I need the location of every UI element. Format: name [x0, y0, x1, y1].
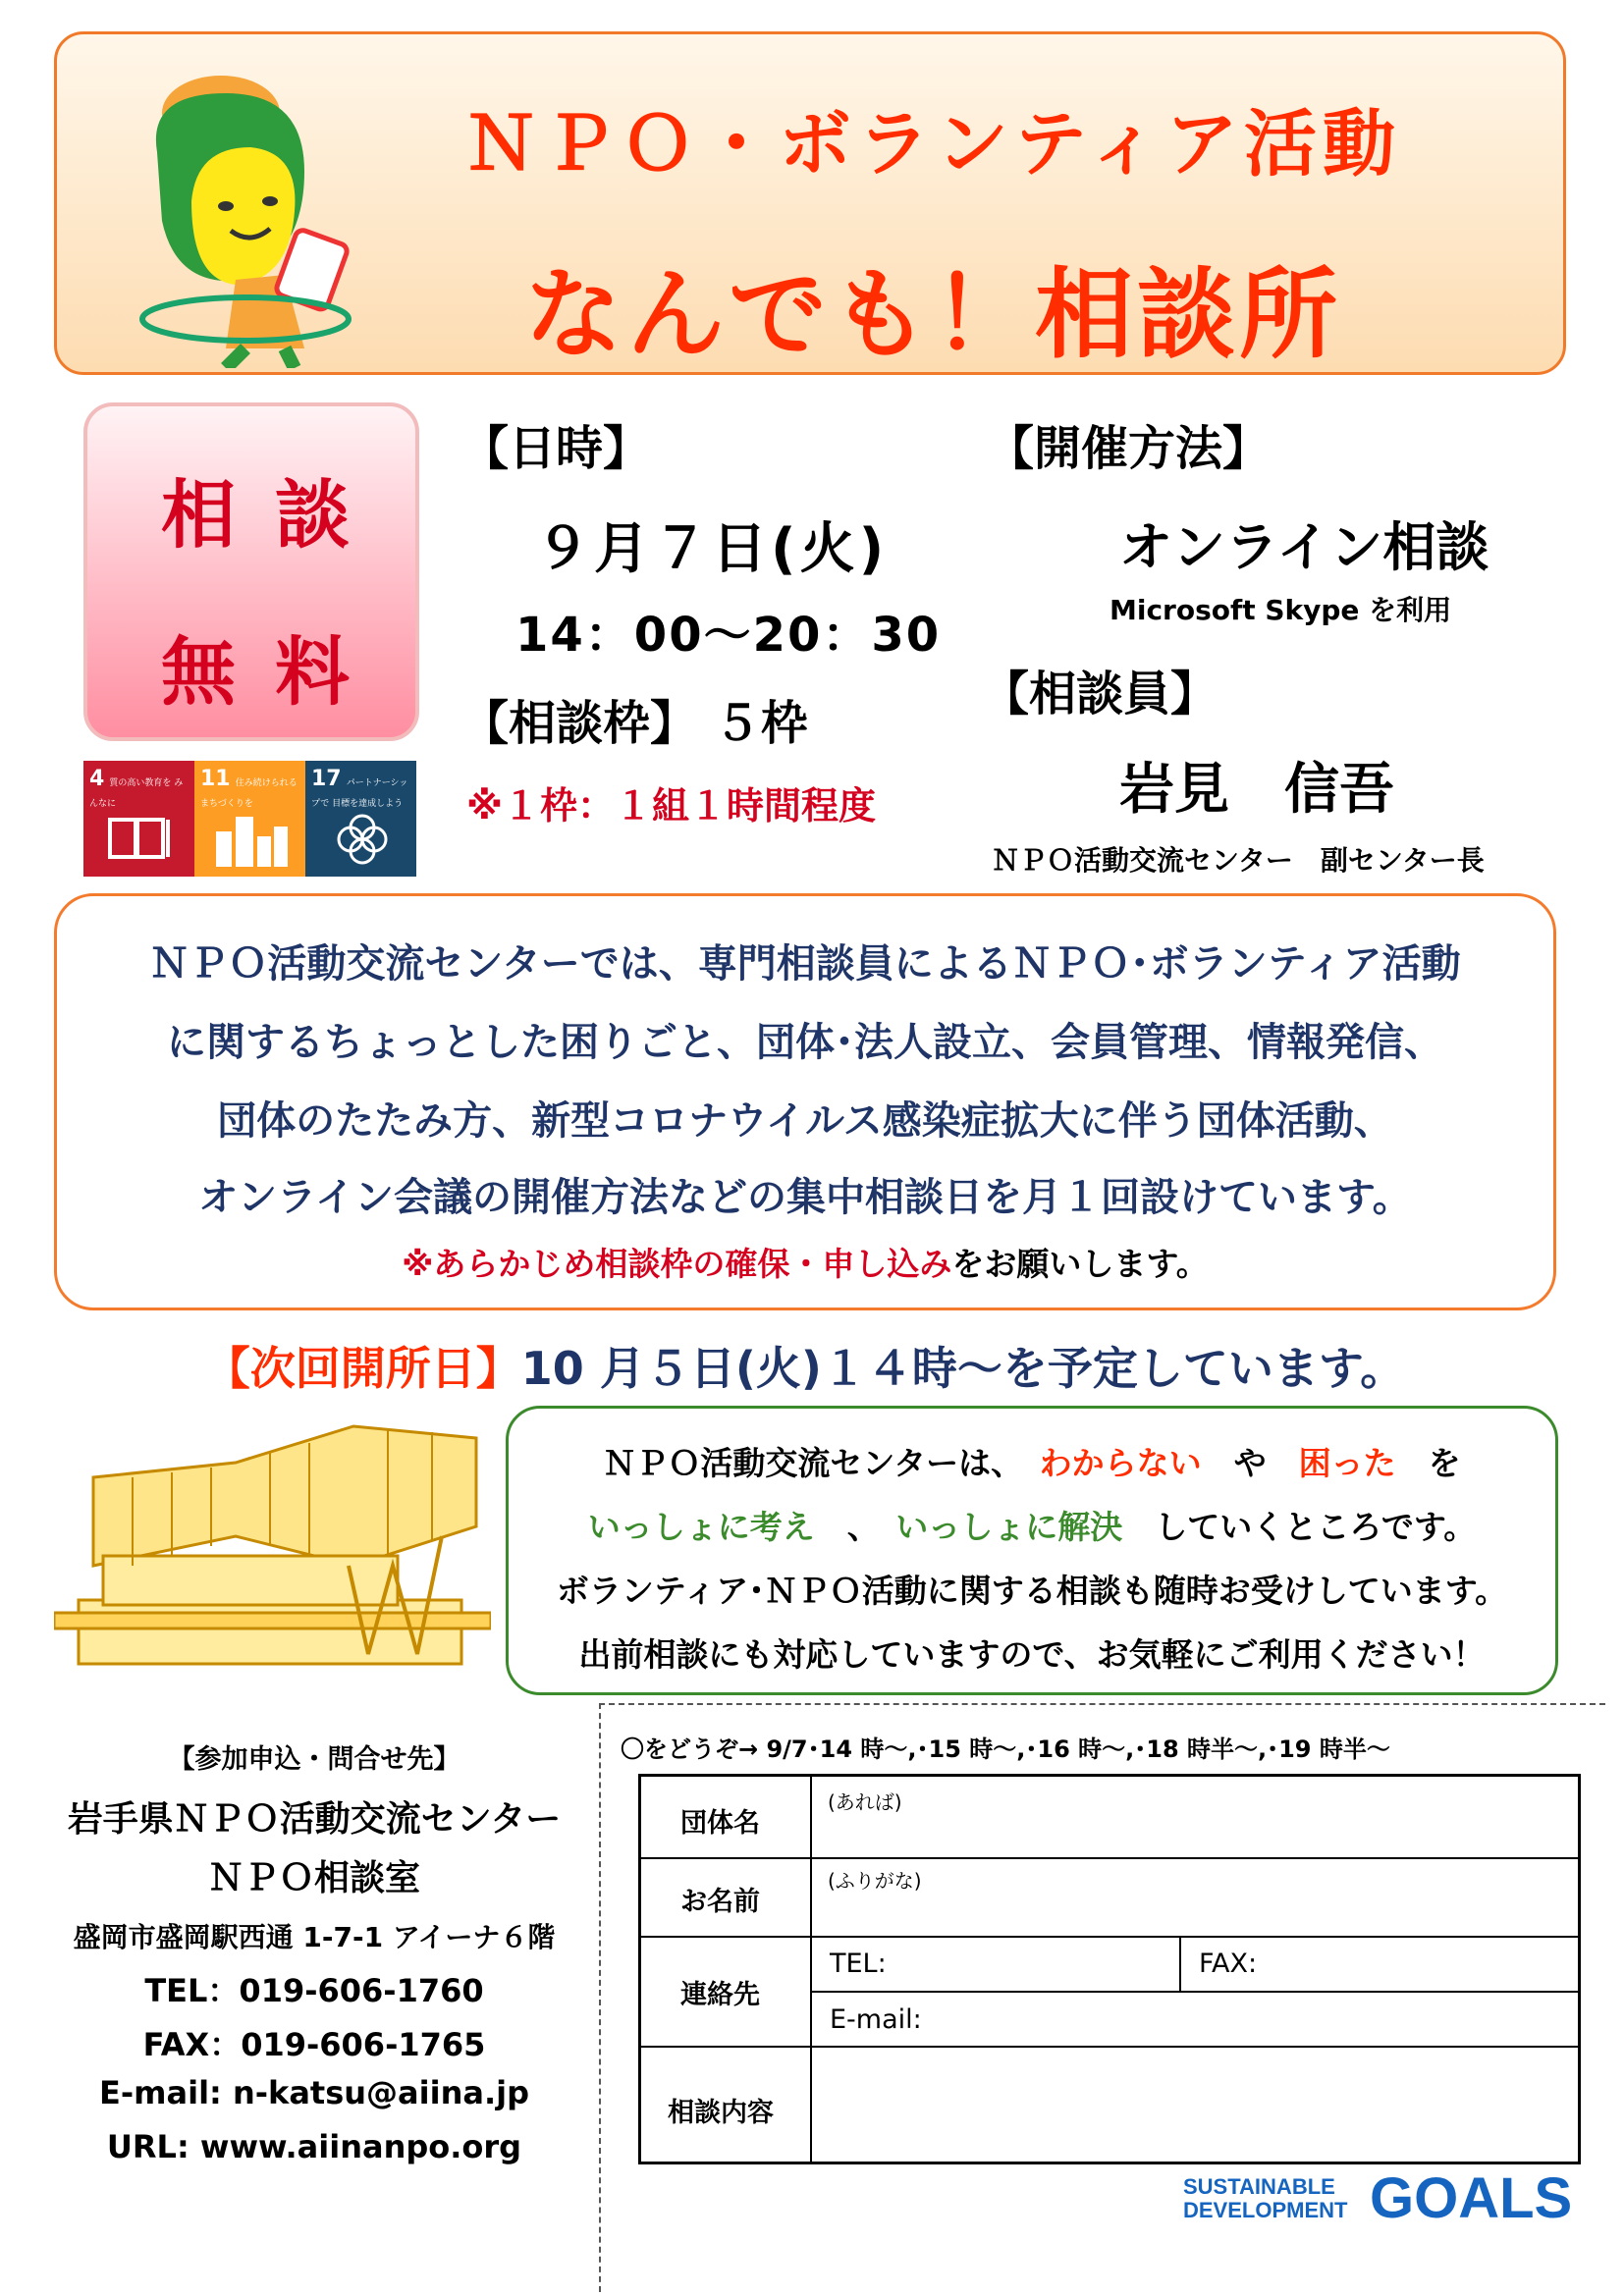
center-message-line1: ＮＰＯ活動交流センターは、 わからない や 困った を: [603, 1444, 1461, 1482]
slots-note: ※１枠：１組１時間程度: [466, 784, 876, 828]
center-message-line4: 出前相談にも対応していますので、お気軽にご利用ください！: [578, 1635, 1486, 1674]
method-note: Microsoft Skype を利用: [1110, 594, 1452, 626]
center-message-line3: ボランティア･ＮＰＯ活動に関する相談も随時お受けしています。: [556, 1572, 1508, 1610]
form-email-field[interactable]: E-mail:: [830, 2004, 922, 2035]
contact-address: 盛岡市盛岡駅西通 1-7-1 アイーナ６階: [73, 1921, 556, 1953]
form-name-field[interactable]: [813, 1860, 1577, 1935]
next-session: [39, 1333, 1571, 1398]
description-note-rest: をお願いします。: [951, 1245, 1209, 1283]
contact-tel: TEL：019-606-1760: [144, 1972, 484, 2009]
form-org-hint: (あれば): [828, 1790, 902, 1814]
cut-line-horizontal: [599, 1703, 1605, 1705]
next-session-label: 【次回開所日】: [204, 1342, 521, 1395]
form-content-field[interactable]: [813, 2049, 1577, 2161]
form-time-options: 〇をどうぞ→ 9/7･14 時～,･15 時～,･16 時～,･18 時半～,･19 時半～: [621, 1735, 1390, 1763]
form-content-label: 相談内容: [668, 2098, 774, 2128]
free-badge: [83, 402, 419, 741]
title-line1: ＮＰＯ・ボランティア活動: [463, 102, 1402, 187]
event-date: ９月７日(火): [535, 517, 889, 581]
sdg-4-icon: 4 質の高い教育を みんなに: [83, 761, 194, 877]
form-name-hint: (ふりがな): [828, 1869, 922, 1893]
free-badge-line2: 無料: [161, 628, 389, 716]
form-org-label: 団体名: [680, 1808, 760, 1839]
description-line2: に関するちょっとした困りごと、団体･法人設立、会員管理、情報発信、: [167, 1020, 1443, 1065]
contact-dept: ＮＰＯ相談室: [207, 1858, 420, 1898]
city-icon: [212, 812, 291, 869]
cut-line-vertical: [599, 1703, 601, 2292]
event-time: 14：00～20：30: [515, 608, 942, 663]
method-value: オンライン相談: [1119, 516, 1489, 578]
form-contact-label: 連絡先: [680, 1980, 760, 2010]
form-tel-field[interactable]: TEL:: [830, 1949, 887, 1979]
description-line1: ＮＰＯ活動交流センターでは、専門相談員によるＮＰＯ･ボランティア活動: [149, 941, 1461, 987]
building-illustration: [54, 1418, 491, 1669]
contact-email: E-mail: n-katsu@aiina.jp: [99, 2074, 529, 2111]
application-form: [638, 1774, 1581, 2164]
form-name-label: お名前: [680, 1887, 760, 1917]
next-session-text: 10 月５日(火)１４時～を予定しています。: [520, 1342, 1406, 1395]
contact-org: 岩手県ＮＰＯ活動交流センター: [67, 1799, 562, 1840]
form-fax-field[interactable]: FAX:: [1199, 1949, 1258, 1979]
consultant-title: ＮＰＯ活動交流センター 副センター長: [992, 844, 1485, 877]
consultant-name: 岩見 信吾: [1119, 758, 1394, 822]
book-icon: [105, 815, 174, 864]
slots-heading: 【相談枠】 ５枠: [461, 696, 808, 751]
description-note-red: ※あらかじめ相談枠の確保・申し込み: [402, 1245, 952, 1283]
consultant-heading: 【相談員】: [982, 667, 1218, 721]
contact-heading: 【参加申込・問合せ先】: [168, 1744, 460, 1775]
center-message-line2: いっしょに考え 、 いっしょに解決 していくところです。: [587, 1508, 1477, 1546]
title-line2: なんでも！相談所: [524, 257, 1341, 372]
description-line3: 団体のたたみ方、新型コロナウイルス感染症拡大に伴う団体活動、: [217, 1098, 1393, 1144]
partnership-flower-icon: [333, 810, 392, 869]
datetime-heading: 【日時】: [461, 421, 651, 476]
description-line4: オンライン会議の開催方法などの集中相談日を月１回設けています。: [198, 1175, 1412, 1220]
sdg-11-icon: 11 住み続けられる まちづくりを: [194, 761, 305, 877]
contact-url: URL: www.aiinanpo.org: [106, 2128, 522, 2165]
description-note: [54, 1239, 1556, 1285]
free-badge-line1: 相談: [161, 471, 389, 559]
mascot-illustration: [137, 54, 373, 368]
form-org-field[interactable]: [813, 1779, 1577, 1855]
method-heading: 【開催方法】: [987, 421, 1271, 476]
sdg-17-icon: 17 パートナーシップで 目標を達成しよう: [305, 761, 416, 877]
contact-fax: FAX：019-606-1765: [142, 2026, 486, 2063]
